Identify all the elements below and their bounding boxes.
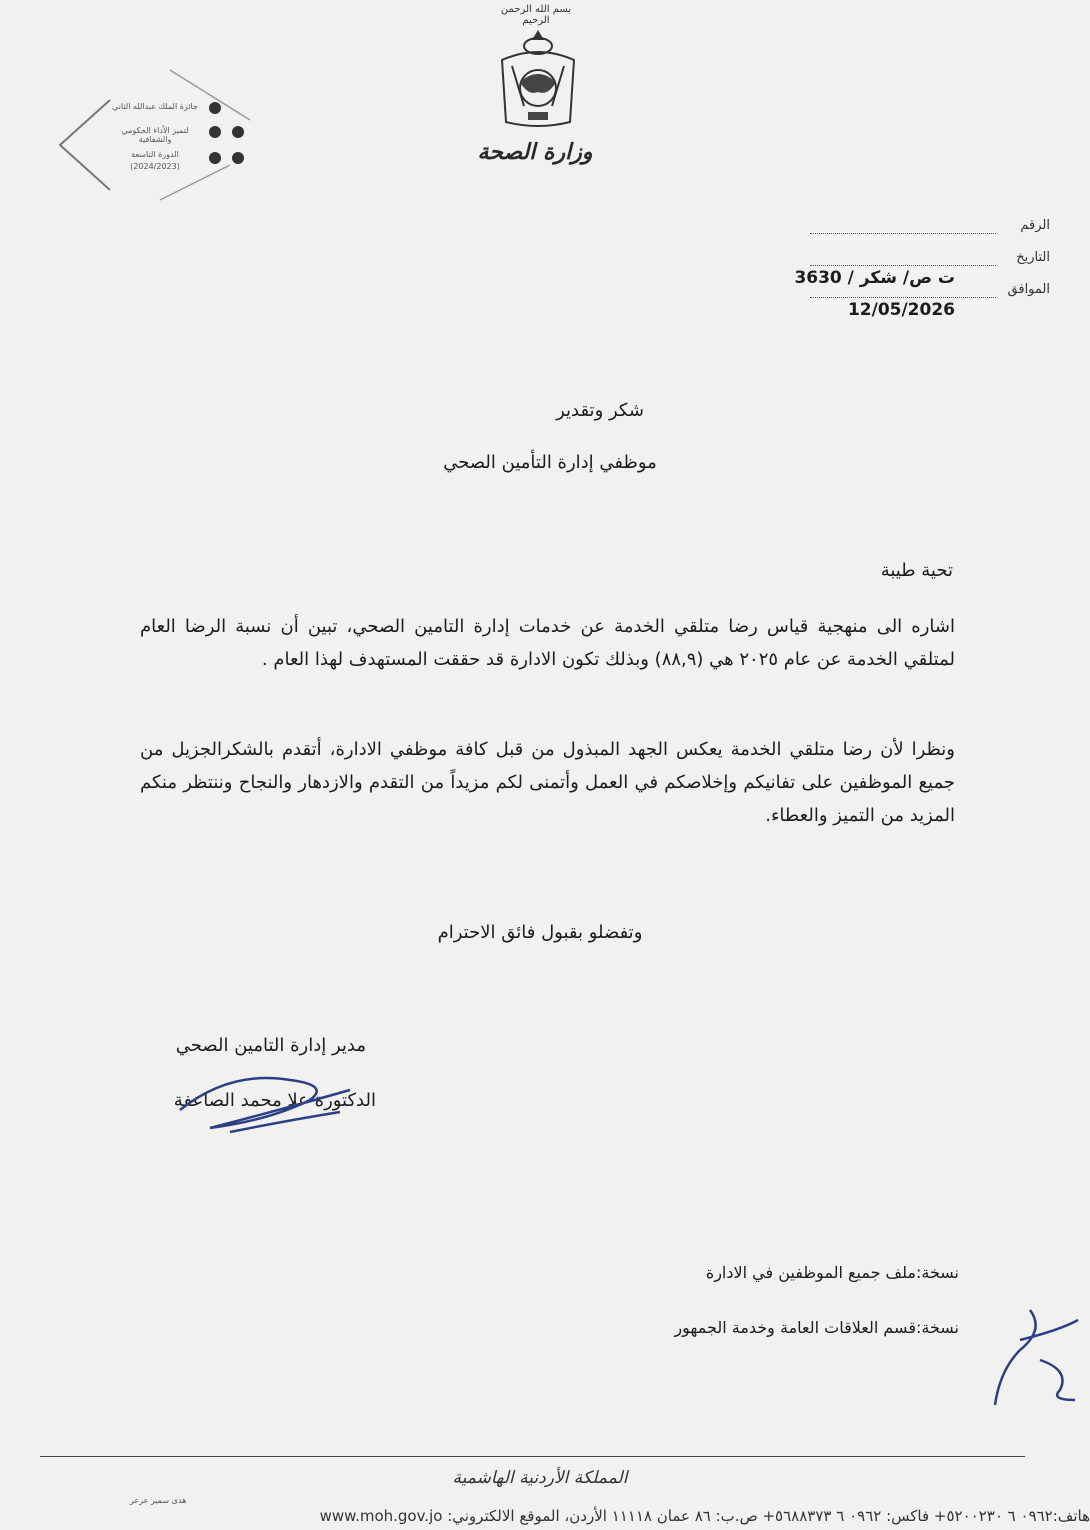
paragraph-satisfaction: اشاره الى منهجية قياس رضا متلقي الخدمة عن خدمات إدارة التامين الصحي، تبين أن نسبة الرضا العام لمتلقي الخدمة عن عام ٢٠٢٥ هي (٨٨,٩) وبذلك تكون الادارة قد حققت المستهدف لهذا العام .: [140, 616, 955, 670]
handwritten-initials: [990, 1300, 1083, 1410]
number-label: الرقم: [1020, 218, 1050, 233]
date-dotted-line: [810, 264, 996, 266]
footer-contact-address: هاتف:٠٩٦٢ ٦ ٥٢٠٠٢٣٠+ فاكس: ٠٩٦٢ ٦ ٥٦٨٨٣٧٣+ ص.ب: ٨٦ عمان ١١١١٨ الأردن، الموقع الالكتروني: www.moh.gov.jo: [319, 1507, 1090, 1525]
coat-of-arms-emblem: [490, 26, 586, 134]
ministry-name: وزارة الصحة: [477, 140, 593, 165]
excellence-award-stamp: [50, 70, 260, 210]
award-line1: جائزة الملك عبدالله الثاني: [112, 102, 198, 111]
copy-recipient-staff-file: نسخة:ملف جميع الموظفين في الادارة: [705, 1263, 959, 1282]
award-line2: لتميز الأداء الحكومي والشفافية: [121, 126, 189, 144]
award-line4: (2024/2023): [130, 162, 180, 171]
footer-small-note: هدى سمير عرعر: [130, 1496, 187, 1505]
number-dotted-line: [810, 232, 996, 234]
footer-divider: [40, 1456, 1025, 1457]
corresponding-dotted-line: [810, 296, 996, 298]
bismillah-header: بسم الله الرحمن الرحيم: [500, 4, 572, 26]
letter-date: 12/05/2026: [847, 300, 955, 320]
date-label: التاريخ: [1016, 250, 1050, 265]
reference-number: ت ص/ شكر / 3630: [794, 268, 955, 288]
award-line3: الدورة التاسعة: [131, 150, 179, 159]
greeting: تحية طيبة: [880, 560, 953, 581]
copy-recipient-public-relations: نسخة:قسم العلاقات العامة وخدمة الجمهور: [674, 1318, 959, 1337]
handwritten-signature: [170, 1050, 360, 1140]
paragraph-thanks: ونظرا لأن رضا متلقي الخدمة يعكس الجهد المبذول من قبل كافة موظفي الادارة، أتقدم بالشكرالجزيل من جميع الموظفين على تفانيكم وإخلاصكم في العمل وأتمنى لكم مزيداً من التقدم والازدهار والنجاح وننتظر منكم المزيد من التميز والعطاء.: [140, 739, 955, 826]
letter-subtitle: موظفي إدارة التأمين الصحي: [443, 452, 657, 473]
signatory-name: الدكتورة علا محمد الصاعفة: [173, 1090, 376, 1111]
letter-title: شكر وتقدير: [556, 400, 644, 421]
corresponding-label: الموافق: [1007, 282, 1050, 297]
footer-country: المملكة الأردنية الهاشمية: [452, 1468, 628, 1488]
closing-line: وتفضلو بقبول فائق الاحترام: [437, 922, 643, 943]
signatory-title: مدير إدارة التامين الصحي: [175, 1035, 366, 1056]
